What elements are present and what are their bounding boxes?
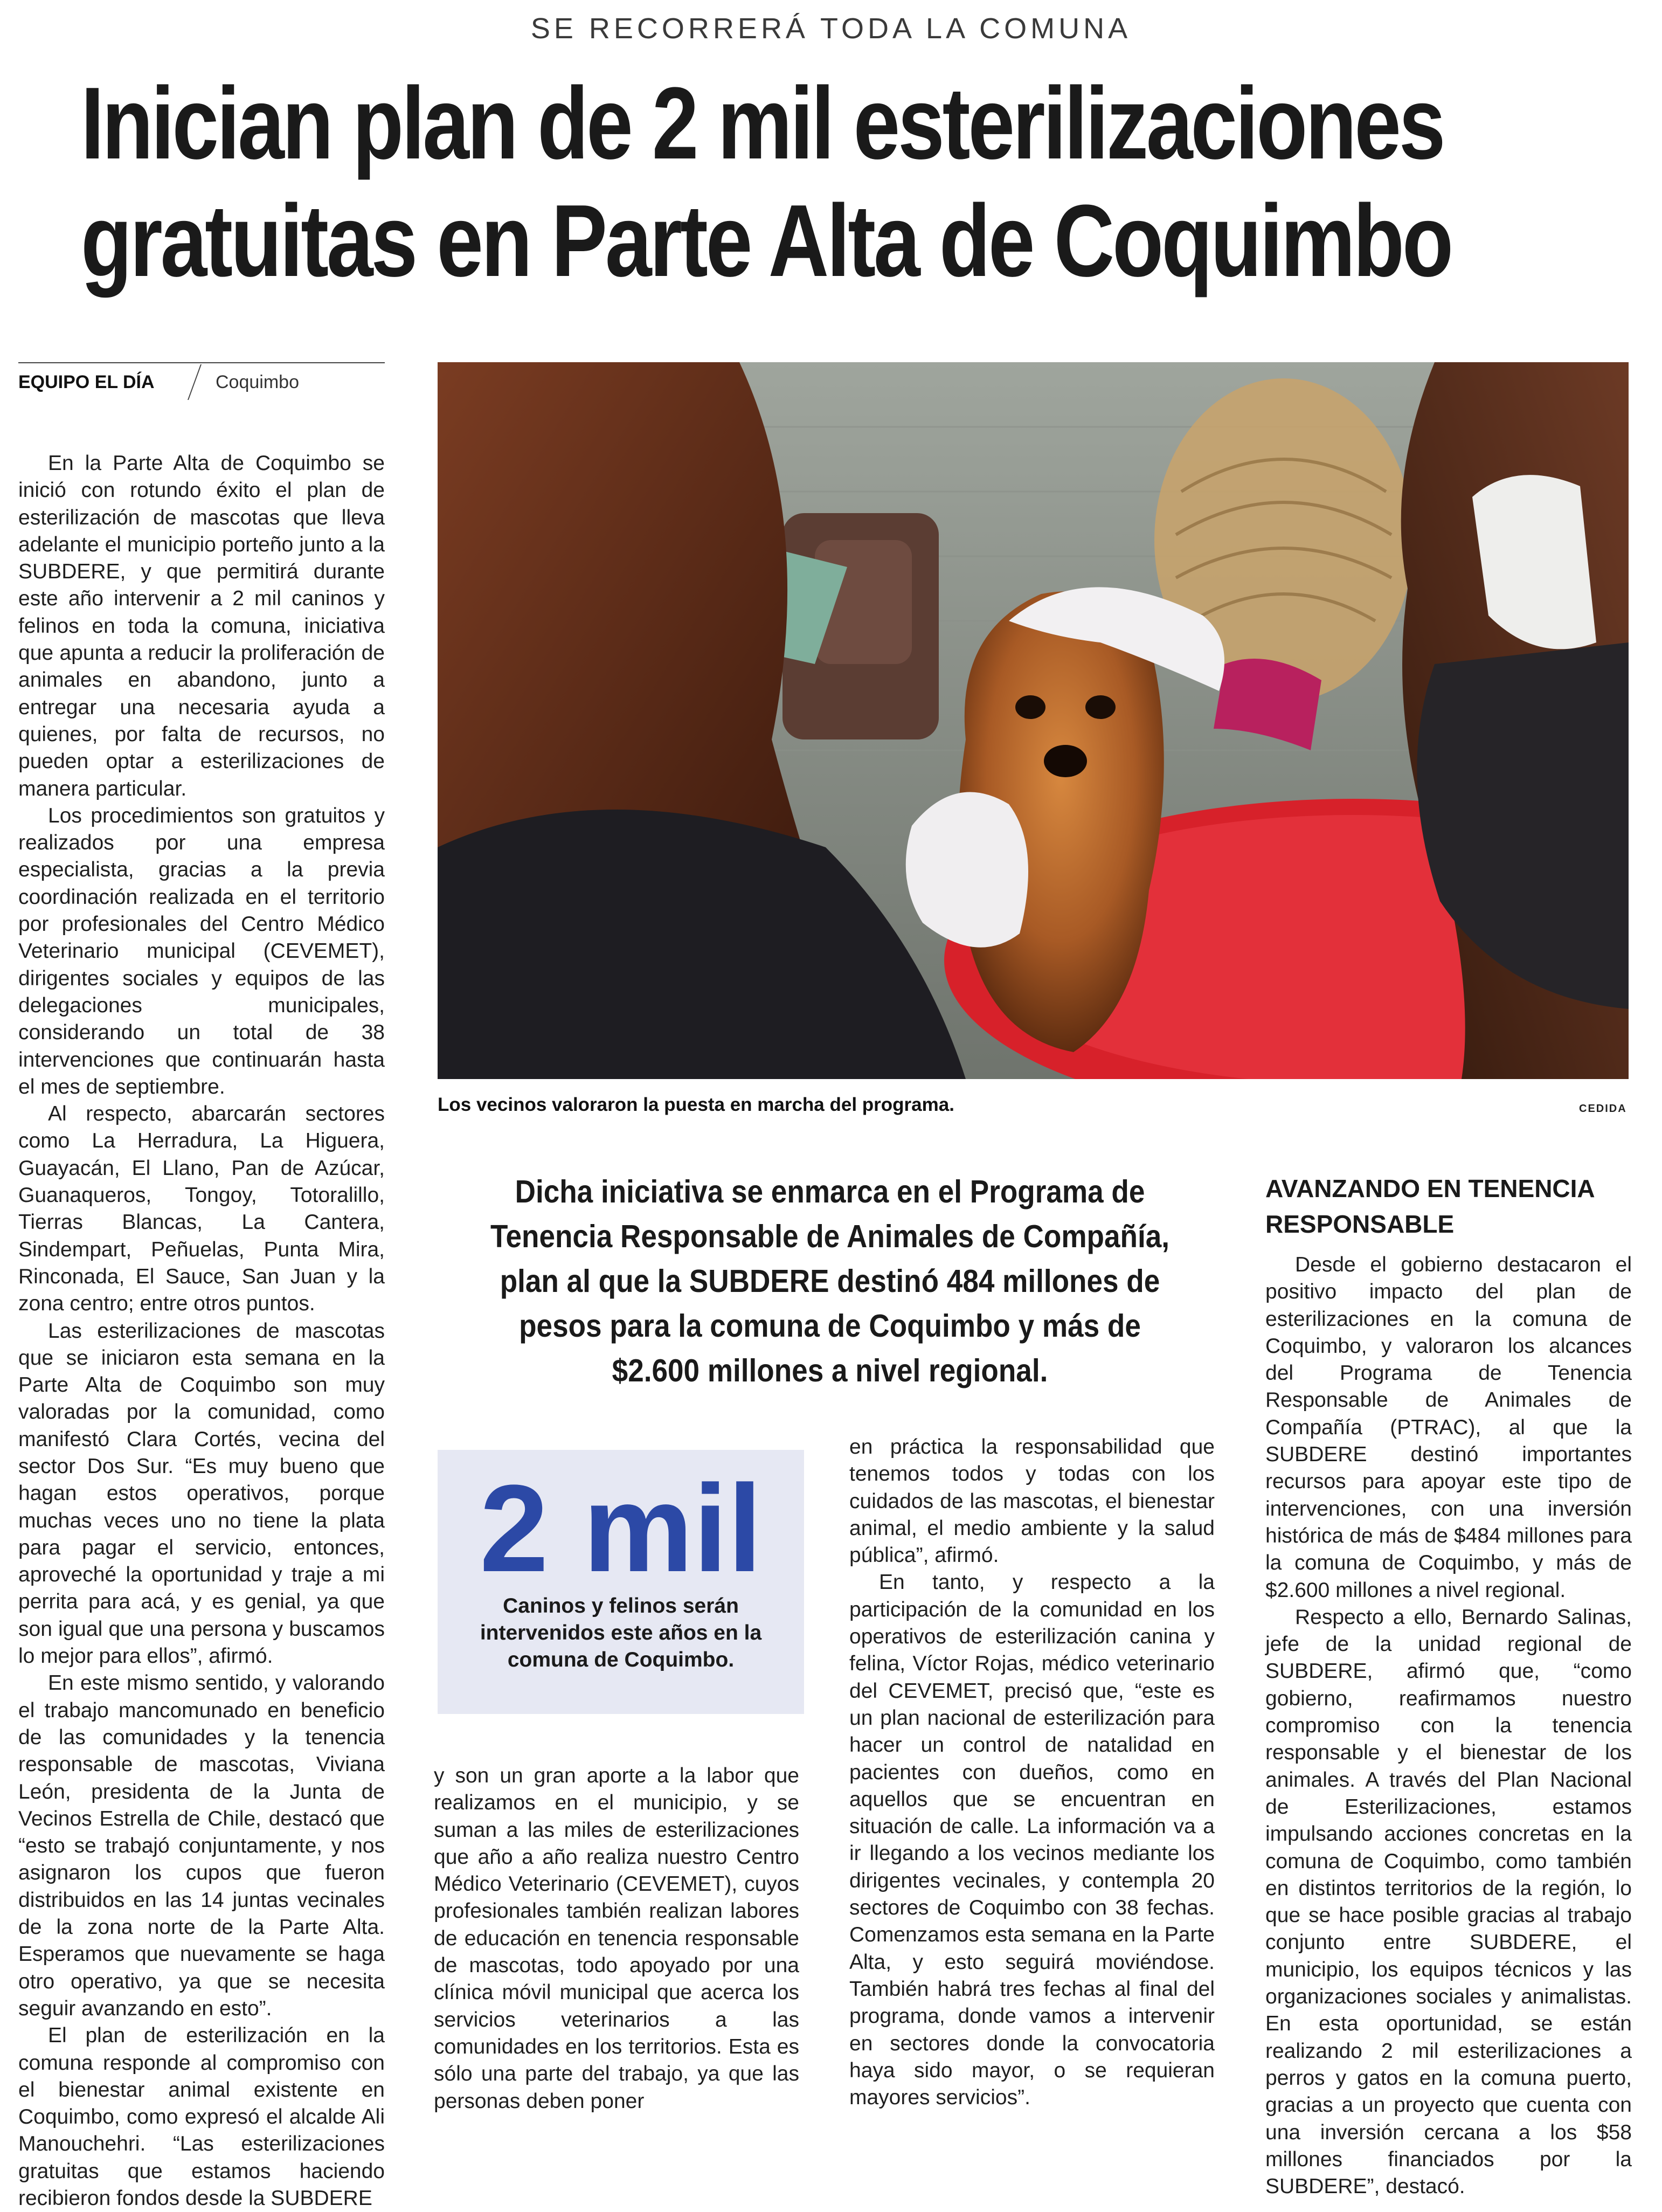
article-kicker: SE RECORRERÁ TODA LA COMUNA	[530, 12, 1132, 45]
photo-caption: Los vecinos valoraron la puesta en marcha del programa.	[438, 1094, 954, 1115]
byline-divider	[188, 364, 202, 400]
paragraph: Desde el gobierno destacaron el positivo impacto del plan de esterilizaciones en la comuna de Coquimbo, y valoraron los alcances del Programa de Tenencia Responsable de Animales de Compañía (PTRAC), al que la SUBDERE destinó importantes recursos para apoyar este tipo de intervenciones, con una inversión histórica de más de $484 millones para la comuna de Coquimbo, y más de $2.600 millones a nivel regional.	[1265, 1253, 1632, 1602]
paragraph: En este mismo sentido, y valorando el trabajo mancomunado en beneficio de las comunidades y la tenencia responsable de mascotas, Viviana León, presidenta de la Junta de Vecinos Estrella de Chile, destacó que “esto se trabajó conjuntamente, y nos asignaron los cupos que fueron distribuidos en las 14 juntas vecinales de la zona norte de la Parte Alta. Esperamos que nuevamente se haga otro operativo, ya que se necesita seguir avanzando en esto”.	[18, 1671, 385, 2020]
paragraph: En la Parte Alta de Coquimbo se inició con rotundo éxito el plan de esterilización de mascotas que lleva adelante el municipio porteño junto a la SUBDERE, y que permitirá durante este año intervenir a 2 mil caninos y felinos en toda la comuna, iniciativa que apunta a reducir la proliferación de animales en abandono, junto a entregar una necesaria ayuda a quienes, por falta de recursos, no pueden optar a esterilizaciones de manera particular.	[18, 452, 385, 800]
photo-illustration	[438, 362, 1629, 1079]
byline: EQUIPO EL DÍA	[18, 372, 155, 392]
headline-line-2: gratuitas en Parte Alta de Coquimbo	[81, 184, 1451, 298]
headline-line-1: Inician plan de 2 mil esterilizaciones	[81, 66, 1444, 181]
byline-rule	[18, 362, 385, 363]
column-1	[18, 450, 385, 2212]
paragraph: Respecto a ello, Bernardo Salinas, jefe de la unidad regional de SUBDERE, afirmó que, “como gobierno, reafirmamos nuestro compromiso con la tenencia responsable y el bienestar de los animales. A través del Plan Nacional de Esterilizaciones, estamos impulsando acciones concretas en la comuna de Coquimbo, como también en distintos territorios de la región, lo que se hace posible gracias al trabajo conjunto entre SUBDERE, el municipio, los equipos técnicos y las organizaciones sociales y animalistas. En esta oportunidad, se están realizando 2 mil esterilizaciones a perros y gatos en la comuna puerto, gracias a un proyecto que cuenta con una inversión cercana a los $58 millones financiados por la SUBDERE”, destacó.	[1265, 1605, 1632, 2199]
article-photo	[438, 362, 1629, 1079]
paragraph: El plan de esterilización en la comuna responde al compromiso con el bienestar animal existente en Coquimbo, como expresó el alcalde Ali Manouchehri. “Las esterilizaciones gratuitas que estamos haciendo recibieron fondos desde la SUBDERE	[18, 2024, 385, 2210]
column-3	[849, 1434, 1215, 2111]
paragraph: en práctica la responsabilidad que tenemos todos y todas con los cuidados de las mascotas, el bienestar animal, el medio ambiente y la salud pública”, afirmó.	[849, 1435, 1215, 1567]
pull-quote: Dicha iniciativa se enmarca en el Programa de Tenencia Responsable de Animales de Compañía, plan al que la SUBDERE destinó 484 millones de pesos para la comuna de Coquimbo y más de $2.600 millones a nivel regional.	[490, 1174, 1169, 1388]
paragraph: Las esterilizaciones de mascotas que se iniciaron esta semana en la Parte Alta de Coquimbo son muy valoradas por la comunidad, como manifestó Clara Cortés, vecina del sector Dos Sur. “Es muy bueno que hagan estos operativos, porque muchas veces uno no tiene la plata para pagar el servicio, entonces, aproveché la oportunidad y traje a mi perrita para acá, y es genial, ya que son igual que una persona y buscamos lo mejor para ellos”, afirmó.	[18, 1319, 385, 1668]
paragraph: Al respecto, abarcarán sectores como La Herradura, La Higuera, Guayacán, El Llano, Pan de Azúcar, Guanaqueros, Tongoy, Totoralillo, Tierras Blancas, La Cantera, Sindempart, Peñuelas, Punta Mira, Rinconada, El Sauce, San Juan y la zona centro; entre otros puntos.	[18, 1102, 385, 1316]
paragraph: Los procedimientos son gratuitos y realizados por una empresa especialista, gracias a la previa coordinación realizada en el territorio por profesionales del Centro Médico Veterinario municipal (CEVEMET), dirigentes sociales y equipos de las delegaciones municipales, considerando un total de 38 intervenciones que continuarán hasta el mes de septiembre.	[18, 804, 385, 1098]
article-headline	[81, 65, 1451, 300]
column-4-subhead: AVANZANDO EN TENENCIA RESPONSABLE	[1265, 1174, 1594, 1238]
stat-number: 2 mil	[479, 1459, 763, 1598]
stat-description: Caninos y felinos serán intervenidos este años en la comuna de Coquimbo.	[480, 1594, 762, 1671]
column-2	[434, 1762, 799, 2115]
byline-location: Coquimbo	[216, 372, 299, 392]
photo-credit: CEDIDA	[1579, 1103, 1627, 1115]
paragraph: En tanto, y respecto a la participación de la comunidad en los operativos de esterilización canina y felina, Víctor Rojas, médico veterinario del CEVEMET, precisó que, “este es un plan nacional de esterilización para hacer un control de natalidad en pacientes con dueños, como en aquellos que se encuentran en situación de calle. La información va a ir llegando a los vecinos mediante los dirigentes vecinales, y contempla 20 sectores de Coquimbo con 38 fechas. Comenzamos esta semana en la Parte Alta, y esto seguirá moviéndose. También habrá tres fechas al final del programa, donde vamos a intervenir en sectores donde la convocatoria haya sido mayor, o se requieran mayores servicios”.	[849, 1571, 1215, 2110]
paragraph: y son un gran aporte a la labor que realizamos en el municipio, y se suman a las miles de esterilizaciones que año a año realiza nuestro Centro Médico Veterinario (CEVEMET), cuyos profesionales también realizan labores de educación en tenencia responsable de mascotas, todo apoyado por una clínica móvil municipal que acerca los servicios veterinarios a las comunidades en los territorios. Esta es sólo una parte del trabajo, ya que las personas deben poner	[434, 1764, 799, 2113]
column-4	[1265, 1252, 1632, 2200]
